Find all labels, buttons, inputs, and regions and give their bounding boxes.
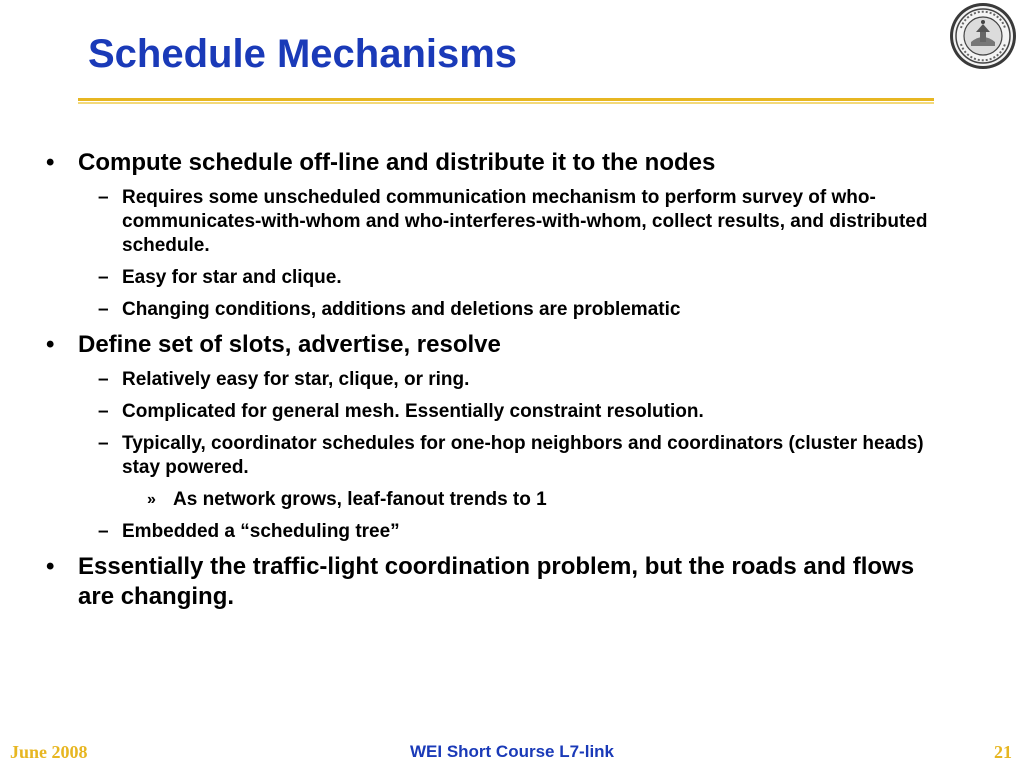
bullet-item	[46, 552, 946, 612]
bullet-item	[46, 330, 946, 360]
sub-bullet-item	[46, 368, 946, 392]
sub-bullet-item	[46, 432, 946, 480]
bullet-mark: •	[46, 553, 55, 580]
footer-course: WEI Short Course L7-link	[409, 742, 615, 761]
dash-mark: –	[98, 299, 109, 320]
sub-bullet-item	[46, 186, 946, 258]
dash-mark: –	[98, 267, 109, 288]
sub-sub-bullet-text: As network grows, leaf-fanout trends to 1	[173, 489, 547, 510]
sub-bullet-text: Easy for star and clique.	[122, 267, 342, 288]
sub-bullet-item	[46, 520, 946, 544]
bullet-text: Compute schedule off-line and distribute it to the nodes	[78, 149, 716, 176]
slide-title: Schedule Mechanisms	[88, 32, 518, 76]
title-divider	[78, 98, 934, 101]
dash-mark: –	[98, 187, 109, 208]
sub-bullet-text: Complicated for general mesh. Essentially constraint resolution.	[122, 401, 704, 422]
bullet-text: Essentially the traffic-light coordination problem, but the roads and flows are changing.	[78, 553, 915, 610]
bullet-list	[46, 148, 946, 612]
chevron-mark: »	[147, 491, 156, 508]
title-divider-shadow	[78, 102, 934, 104]
sub-bullet-item	[46, 298, 946, 322]
sub-bullet-item	[46, 266, 946, 290]
dash-mark: –	[98, 433, 109, 454]
sub-bullet-text: Embedded a “scheduling tree”	[122, 521, 400, 542]
sub-sub-bullet-item	[46, 488, 946, 512]
dash-mark: –	[98, 521, 109, 542]
sub-bullet-text: Relatively easy for star, clique, or ring.	[122, 369, 470, 390]
footer-date: June 2008	[10, 742, 88, 762]
sub-bullet-item	[46, 400, 946, 424]
bullet-text: Define set of slots, advertise, resolve	[78, 331, 501, 358]
bullet-item	[46, 148, 946, 178]
footer-page-number: 21	[994, 742, 1012, 762]
dash-mark: –	[98, 401, 109, 422]
bullet-mark: •	[46, 149, 55, 176]
university-seal-icon	[949, 2, 1017, 70]
sub-bullet-text: Typically, coordinator schedules for one-hop neighbors and coordinators (cluster heads) stay powered.	[122, 433, 924, 478]
sub-bullet-text: Changing conditions, additions and deletions are problematic	[122, 299, 681, 320]
dash-mark: –	[98, 369, 109, 390]
sub-bullet-text: Requires some unscheduled communication mechanism to perform survey of who-communicates-with-whom and who-interferes-with-whom, collect results, and distributed schedule.	[122, 187, 928, 256]
bullet-mark: •	[46, 331, 55, 358]
